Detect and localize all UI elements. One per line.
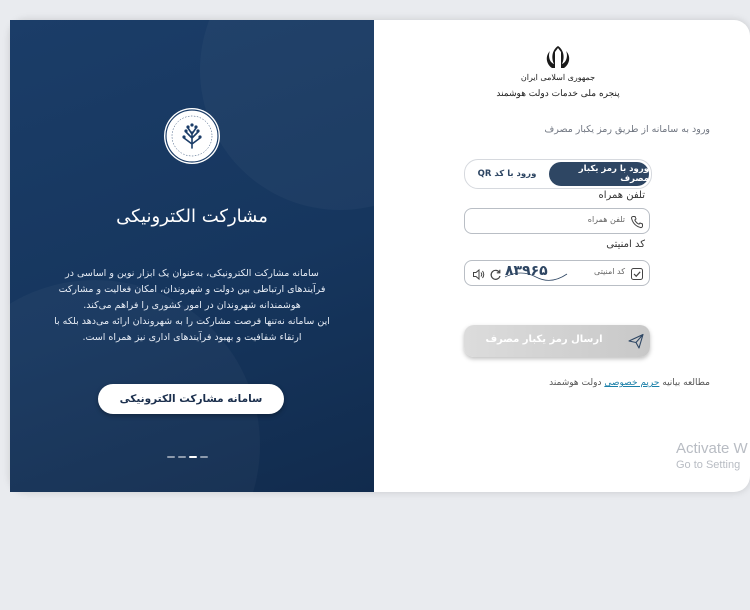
privacy-link[interactable]: حریم خصوصی xyxy=(604,378,660,388)
description-line: ارتقاء شفافیت و بهبود فرآیندهای اداری نیز همراه است. xyxy=(82,332,302,343)
checkbox-icon xyxy=(630,266,644,280)
login-method-tabs xyxy=(464,159,652,189)
e-participation-button[interactable]: سامانه مشارکت الکترونیکی xyxy=(98,384,284,414)
captcha-label: کد امنیتی xyxy=(606,239,645,250)
logo-line2: پنجره ملی خدمات دولت هوشمند xyxy=(496,89,620,99)
description-line: فرآیندهای ارتباطی بین دولت و شهروندان، امکان فعالیت و مشارکت xyxy=(58,284,326,295)
panel-title: مشارکت الکترونیکی xyxy=(116,206,268,227)
phone-label: تلفن همراه xyxy=(598,190,645,201)
send-icon xyxy=(628,333,644,349)
send-otp-label: ارسال رمز یکبار مصرف xyxy=(485,334,603,345)
captcha-placeholder: کد امنیتی xyxy=(594,267,625,276)
carousel-dot[interactable] xyxy=(200,456,208,458)
phone-input[interactable] xyxy=(464,208,650,234)
privacy-notice xyxy=(450,378,710,388)
login-intro-text: ورود به سامانه از طریق رمز یکبار مصرف xyxy=(544,124,710,135)
panel-description xyxy=(42,266,342,346)
refresh-icon[interactable] xyxy=(489,266,502,279)
carousel-dot[interactable] xyxy=(178,456,186,458)
info-panel xyxy=(10,20,374,492)
watermark-line2: Go to Setting xyxy=(676,459,741,471)
description-line: هوشمندانه شهروندان در امور کشوری را فراهم می‌کند. xyxy=(83,300,301,311)
phone-icon xyxy=(630,214,644,228)
tab-otp-login[interactable]: ورود با رمز یکبار مصرف xyxy=(549,162,649,186)
tree-emblem-icon xyxy=(164,108,220,164)
phone-placeholder: تلفن همراه xyxy=(587,215,625,224)
send-otp-button[interactable] xyxy=(464,325,650,357)
login-card xyxy=(10,20,750,492)
windows-activation-watermark xyxy=(676,440,748,471)
logo-line1: جمهوری اسلامی ایران xyxy=(520,73,596,82)
privacy-prefix: مطالعه بیانیه xyxy=(662,378,710,388)
carousel-dot-active[interactable] xyxy=(189,456,197,458)
tab-qr-login[interactable]: ورود با کد QR xyxy=(477,169,537,179)
audio-icon[interactable] xyxy=(472,266,485,279)
smart-government-logo xyxy=(496,44,620,116)
description-line: سامانه مشارکت الکترونیکی، به‌عنوان یک ابزار نوین و اساسی در xyxy=(65,268,319,279)
description-line: این سامانه نه‌تنها فرصت مشارکت را به شهروندان ارائه می‌دهد بلکه با xyxy=(54,316,330,327)
privacy-suffix: دولت هوشمند xyxy=(549,378,602,388)
watermark-line1: Activate W xyxy=(676,440,748,457)
carousel-dots xyxy=(167,456,208,458)
captcha-input[interactable] xyxy=(464,260,650,286)
captcha-noise xyxy=(503,265,569,283)
decorative-circle xyxy=(200,0,480,210)
carousel-dot[interactable] xyxy=(167,456,175,458)
captcha-image: ۸۳۹۶۵ xyxy=(505,263,548,279)
